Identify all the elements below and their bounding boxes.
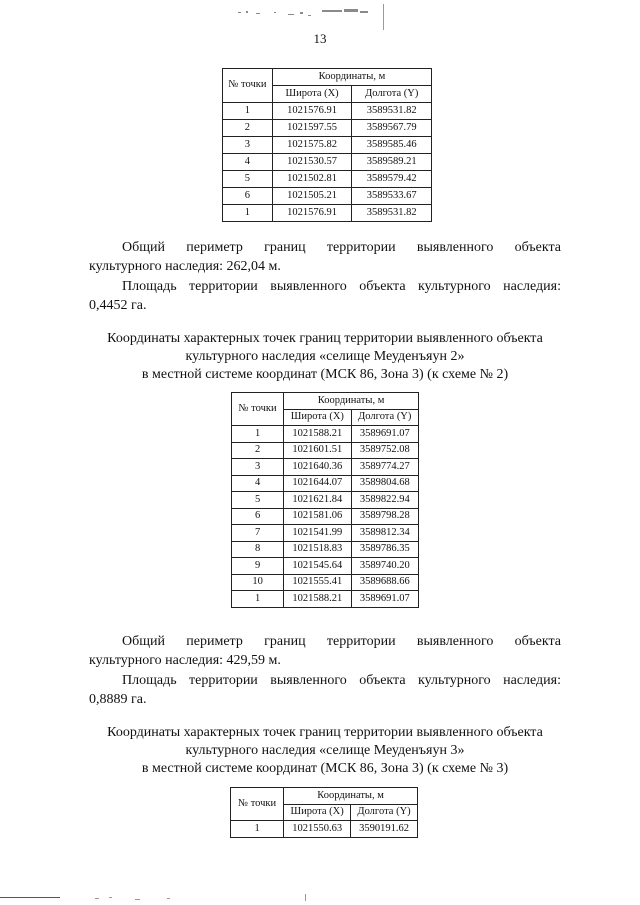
latitude-cell: 1021581.06 (284, 508, 351, 525)
table-row (223, 171, 432, 188)
longitude-cell: 3589585.46 (352, 137, 432, 154)
longitude-cell: 3589589.21 (352, 154, 432, 171)
perimeter-paragraph-1 (89, 238, 561, 276)
perimeter-value-text: культурного наследия: 262,04 м. (89, 259, 281, 274)
area-value-text: 0,4452 га. (89, 298, 147, 313)
coordinates-table-1 (222, 68, 432, 222)
longitude-cell: 3589691.07 (351, 426, 418, 443)
page-number: 13 (313, 31, 327, 46)
table-row (232, 459, 419, 476)
header-point-number: № точки (223, 69, 273, 103)
point-number-cell: 7 (232, 525, 284, 542)
point-number-cell: 4 (232, 475, 284, 492)
longitude-cell: 3589531.82 (352, 205, 432, 222)
point-number-cell: 5 (232, 492, 284, 509)
point-number-cell: 10 (232, 574, 284, 591)
point-number-cell: 6 (223, 188, 273, 205)
table-row (223, 205, 432, 222)
table-row (232, 558, 419, 575)
latitude-cell: 1021505.21 (272, 188, 352, 205)
longitude-cell: 3589579.42 (352, 171, 432, 188)
header-coordinates: Координаты, м (284, 788, 418, 805)
latitude-cell: 1021550.63 (284, 821, 351, 838)
header-longitude: Долгота (Y) (352, 86, 432, 103)
latitude-cell: 1021588.21 (284, 591, 351, 608)
header-point-number: № точки (232, 393, 284, 426)
table-row (232, 541, 419, 558)
scan-line (383, 4, 384, 30)
table-row (232, 475, 419, 492)
latitude-cell: 1021541.99 (284, 525, 351, 542)
point-number-cell: 1 (232, 426, 284, 443)
latitude-cell: 1021644.07 (284, 475, 351, 492)
table-row (223, 103, 432, 120)
table-row (232, 574, 419, 591)
point-number-cell: 1 (231, 821, 284, 838)
header-latitude: Широта (X) (272, 86, 352, 103)
longitude-cell: 3589752.08 (351, 442, 418, 459)
header-coordinates: Координаты, м (284, 393, 419, 410)
longitude-cell: 3590191.62 (351, 821, 418, 838)
heading-line: культурного наследия «селище Меуденъяун 3» (185, 743, 465, 758)
coordinates-table-2 (231, 392, 419, 608)
longitude-cell: 3589688.66 (351, 574, 418, 591)
section-heading-3 (80, 724, 570, 778)
point-number-cell: 1 (223, 205, 273, 222)
scan-noise (236, 6, 386, 18)
point-number-cell: 1 (223, 103, 273, 120)
latitude-cell: 1021555.41 (284, 574, 351, 591)
longitude-cell: 3589691.07 (351, 591, 418, 608)
latitude-cell: 1021530.57 (272, 154, 352, 171)
point-number-cell: 2 (232, 442, 284, 459)
latitude-cell: 1021545.64 (284, 558, 351, 575)
longitude-cell: 3589774.27 (351, 459, 418, 476)
area-paragraph-2 (89, 671, 561, 709)
point-number-cell: 1 (232, 591, 284, 608)
section-heading-2 (80, 330, 570, 384)
table-body (232, 426, 419, 608)
table-body (231, 821, 418, 838)
header-coordinates: Координаты, м (272, 69, 431, 86)
area-paragraph-1 (89, 277, 561, 315)
longitude-cell: 3589804.68 (351, 475, 418, 492)
longitude-cell: 3589740.20 (351, 558, 418, 575)
point-number-cell: 3 (223, 137, 273, 154)
longitude-cell: 3589786.35 (351, 541, 418, 558)
table-row (223, 120, 432, 137)
header-longitude: Долгота (Y) (351, 804, 418, 821)
perimeter-text: Общий периметр границ территории выявленного объекта (122, 634, 561, 649)
table-row (232, 442, 419, 459)
heading-line: Координаты характерных точек границ территории выявленного объекта (107, 725, 543, 740)
point-number-cell: 3 (232, 459, 284, 476)
point-number-cell: 8 (232, 541, 284, 558)
header-latitude: Широта (X) (284, 804, 351, 821)
point-number-cell: 6 (232, 508, 284, 525)
heading-line: Координаты характерных точек границ территории выявленного объекта (107, 331, 543, 346)
latitude-cell: 1021575.82 (272, 137, 352, 154)
latitude-cell: 1021576.91 (272, 205, 352, 222)
latitude-cell: 1021502.81 (272, 171, 352, 188)
latitude-cell: 1021640.36 (284, 459, 351, 476)
area-text: Площадь территории выявленного объекта культурного наследия: (122, 673, 561, 688)
latitude-cell: 1021621.84 (284, 492, 351, 509)
area-value-text: 0,8889 га. (89, 692, 147, 707)
table-row (231, 821, 418, 838)
longitude-cell: 3589567.79 (352, 120, 432, 137)
latitude-cell: 1021601.51 (284, 442, 351, 459)
table-body (223, 103, 432, 222)
header-point-number: № точки (231, 788, 284, 821)
heading-line: в местной системе координат (МСК 86, Зона 3) (к схеме № 3) (141, 761, 509, 776)
latitude-cell: 1021518.83 (284, 541, 351, 558)
longitude-cell: 3589822.94 (351, 492, 418, 509)
point-number-cell: 5 (223, 171, 273, 188)
point-number-cell: 4 (223, 154, 273, 171)
table-row (223, 137, 432, 154)
longitude-cell: 3589533.67 (352, 188, 432, 205)
table-row (232, 492, 419, 509)
scan-noise (95, 892, 315, 902)
point-number-cell: 2 (223, 120, 273, 137)
header-longitude: Долгота (Y) (351, 409, 418, 426)
latitude-cell: 1021576.91 (272, 103, 352, 120)
table-row (223, 154, 432, 171)
scan-line (0, 897, 60, 898)
longitude-cell: 3589798.28 (351, 508, 418, 525)
longitude-cell: 3589531.82 (352, 103, 432, 120)
perimeter-paragraph-2 (89, 632, 561, 670)
heading-line: в местной системе координат (МСК 86, Зона 3) (к схеме № 2) (141, 367, 509, 382)
table-row (232, 525, 419, 542)
longitude-cell: 3589812.34 (351, 525, 418, 542)
table-row (223, 188, 432, 205)
header-latitude: Широта (X) (284, 409, 351, 426)
table-row (232, 591, 419, 608)
table-row (232, 426, 419, 443)
latitude-cell: 1021597.55 (272, 120, 352, 137)
latitude-cell: 1021588.21 (284, 426, 351, 443)
table-row (232, 508, 419, 525)
perimeter-value-text: культурного наследия: 429,59 м. (89, 653, 281, 668)
coordinates-table-3 (230, 787, 418, 838)
perimeter-text: Общий периметр границ территории выявленного объекта (122, 240, 561, 255)
point-number-cell: 9 (232, 558, 284, 575)
heading-line: культурного наследия «селище Меуденъяун 2» (185, 349, 465, 364)
area-text: Площадь территории выявленного объекта культурного наследия: (122, 279, 561, 294)
